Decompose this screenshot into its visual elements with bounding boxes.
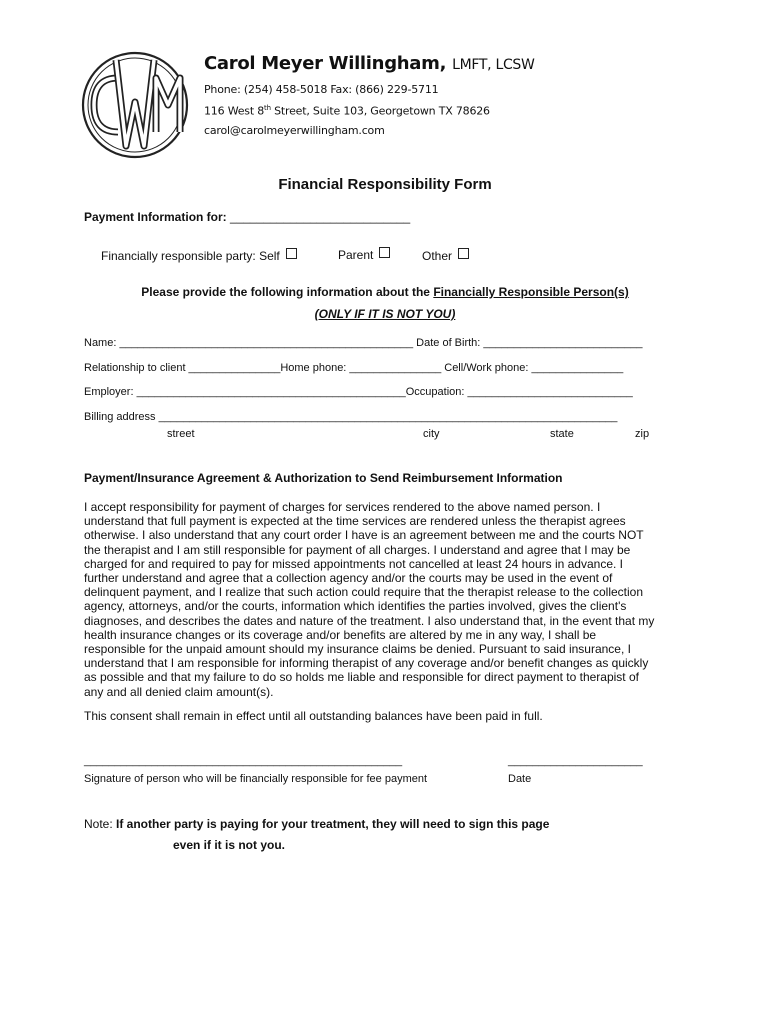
address [204, 104, 490, 118]
address-pre: 116 West 8 [204, 104, 265, 118]
address-sup: th [264, 104, 271, 112]
email: carol@carolmeyerwillingham.com [204, 124, 385, 137]
address-post: Street, Suite 103, Georgetown TX 78626 [270, 104, 490, 118]
agreement-line: any and all denied claim amount(s). [84, 684, 274, 699]
agreement-line: health insurance changes or its coverage and/or benefits are altered by me in any way, I shall be [84, 627, 597, 642]
agreement-line: charged for and required to pay for missed appointments not cancelled at least 24 hours in advance. I [84, 556, 623, 571]
employer-occupation-field[interactable]: Employer: ____________________________________________Occupation: ___________________________ [84, 386, 633, 398]
agreement-line: the therapist and I am still responsible for payment of all charges. I understand and agree that I may be [84, 542, 631, 557]
agreement-line: further understand and agree that a collection agency and/or the courts may be used in the event of [84, 571, 613, 586]
billing-zip-label: zip [635, 428, 650, 440]
relationship-phone-field[interactable]: Relationship to client _______________Home phone: _______________ Cell/Work phone: _______________ [84, 362, 624, 374]
agreement-line: otherwise. I also understand that any court order I have is an agreement between me and the courts NOT [84, 528, 644, 543]
consent-statement: This consent shall remain in effect until all outstanding balances have been paid in full. [84, 709, 543, 723]
only-note: (ONLY IF IT IS NOT YOU) [314, 307, 456, 321]
note-prefix: Note: [84, 817, 117, 831]
party-self-label: Financially responsible party: Self [101, 249, 280, 263]
instruction-text: Please provide the following information about the [141, 285, 434, 299]
cwm-logo [80, 50, 190, 160]
practitioner-name [204, 53, 535, 74]
practitioner-name-text: Carol Meyer Willingham, [204, 53, 447, 74]
billing-city-label: city [423, 428, 440, 440]
credentials: LMFT, LCSW [452, 57, 535, 73]
other-checkbox[interactable] [458, 248, 469, 259]
payment-info-label: Payment Information for: [84, 210, 227, 224]
form-title: Financial Responsibility Form [278, 176, 492, 193]
signature-label: Signature of person who will be financially responsible for fee payment [84, 773, 428, 785]
party-self [101, 248, 297, 263]
agreement-line: understand that I am responsible for informing therapist of any coverage and/or benefit changes as quickly [84, 656, 649, 671]
agreement-line: agency, attorneys, and/or the courts, information which identifies the parties involved, gives the client's [84, 599, 627, 614]
instruction [0, 285, 770, 299]
parent-checkbox[interactable] [379, 247, 390, 258]
agreement-line: responsible for the unpaid amount should my insurance claims be denied. Pursuant to said insurance, I [84, 642, 631, 657]
party-other-label: Other [422, 249, 453, 263]
phone-fax: Phone: (254) 458-5018 Fax: (866) 229-5711 [204, 83, 439, 96]
agreement-line: diagnoses, and describes the dates and nature of the treatment. I also understand that, in the event that my [84, 613, 655, 628]
date-label: Date [508, 773, 532, 785]
agreement-line: I accept responsibility for payment of charges for services rendered to the above named person. I [84, 500, 601, 514]
party-other [422, 248, 469, 263]
agreement-line: as possible and that my failure to do so holds me liable and responsible for direct payment to therapist of [84, 670, 639, 685]
agreement-paragraph [84, 500, 684, 699]
billing-state-label: state [550, 428, 574, 440]
signature-field[interactable]: ____________________________________________________ [84, 755, 403, 767]
note-text-1: If another party is paying for your treatment, they will need to sign this page [116, 817, 550, 831]
instruction-underlined: Financially Responsible Person(s) [433, 285, 629, 299]
agreement-line: delinquent payment, and I realize that such action could require that the therapist release to the collection [84, 585, 644, 600]
payment-info-field[interactable]: ___________________________ [230, 210, 411, 224]
party-parent [338, 247, 390, 262]
agreement-heading: Payment/Insurance Agreement & Authorization to Send Reimbursement Information [84, 471, 563, 485]
date-field[interactable]: ______________________ [508, 755, 643, 767]
billing-street-label: street [167, 428, 195, 440]
name-dob-field[interactable]: Name: ________________________________________________ Date of Birth: __________________________ [84, 337, 643, 349]
note-line-1 [84, 817, 549, 831]
self-checkbox[interactable] [286, 248, 297, 259]
note-line-2: even if it is not you. [173, 838, 286, 852]
agreement-line: understand that full payment is expected at the time services are rendered unless the therapist agrees [84, 514, 626, 529]
payment-info [84, 210, 410, 224]
party-parent-label: Parent [338, 248, 374, 262]
billing-address-field[interactable]: Billing address ___________________________________________________________________________ [84, 411, 618, 423]
